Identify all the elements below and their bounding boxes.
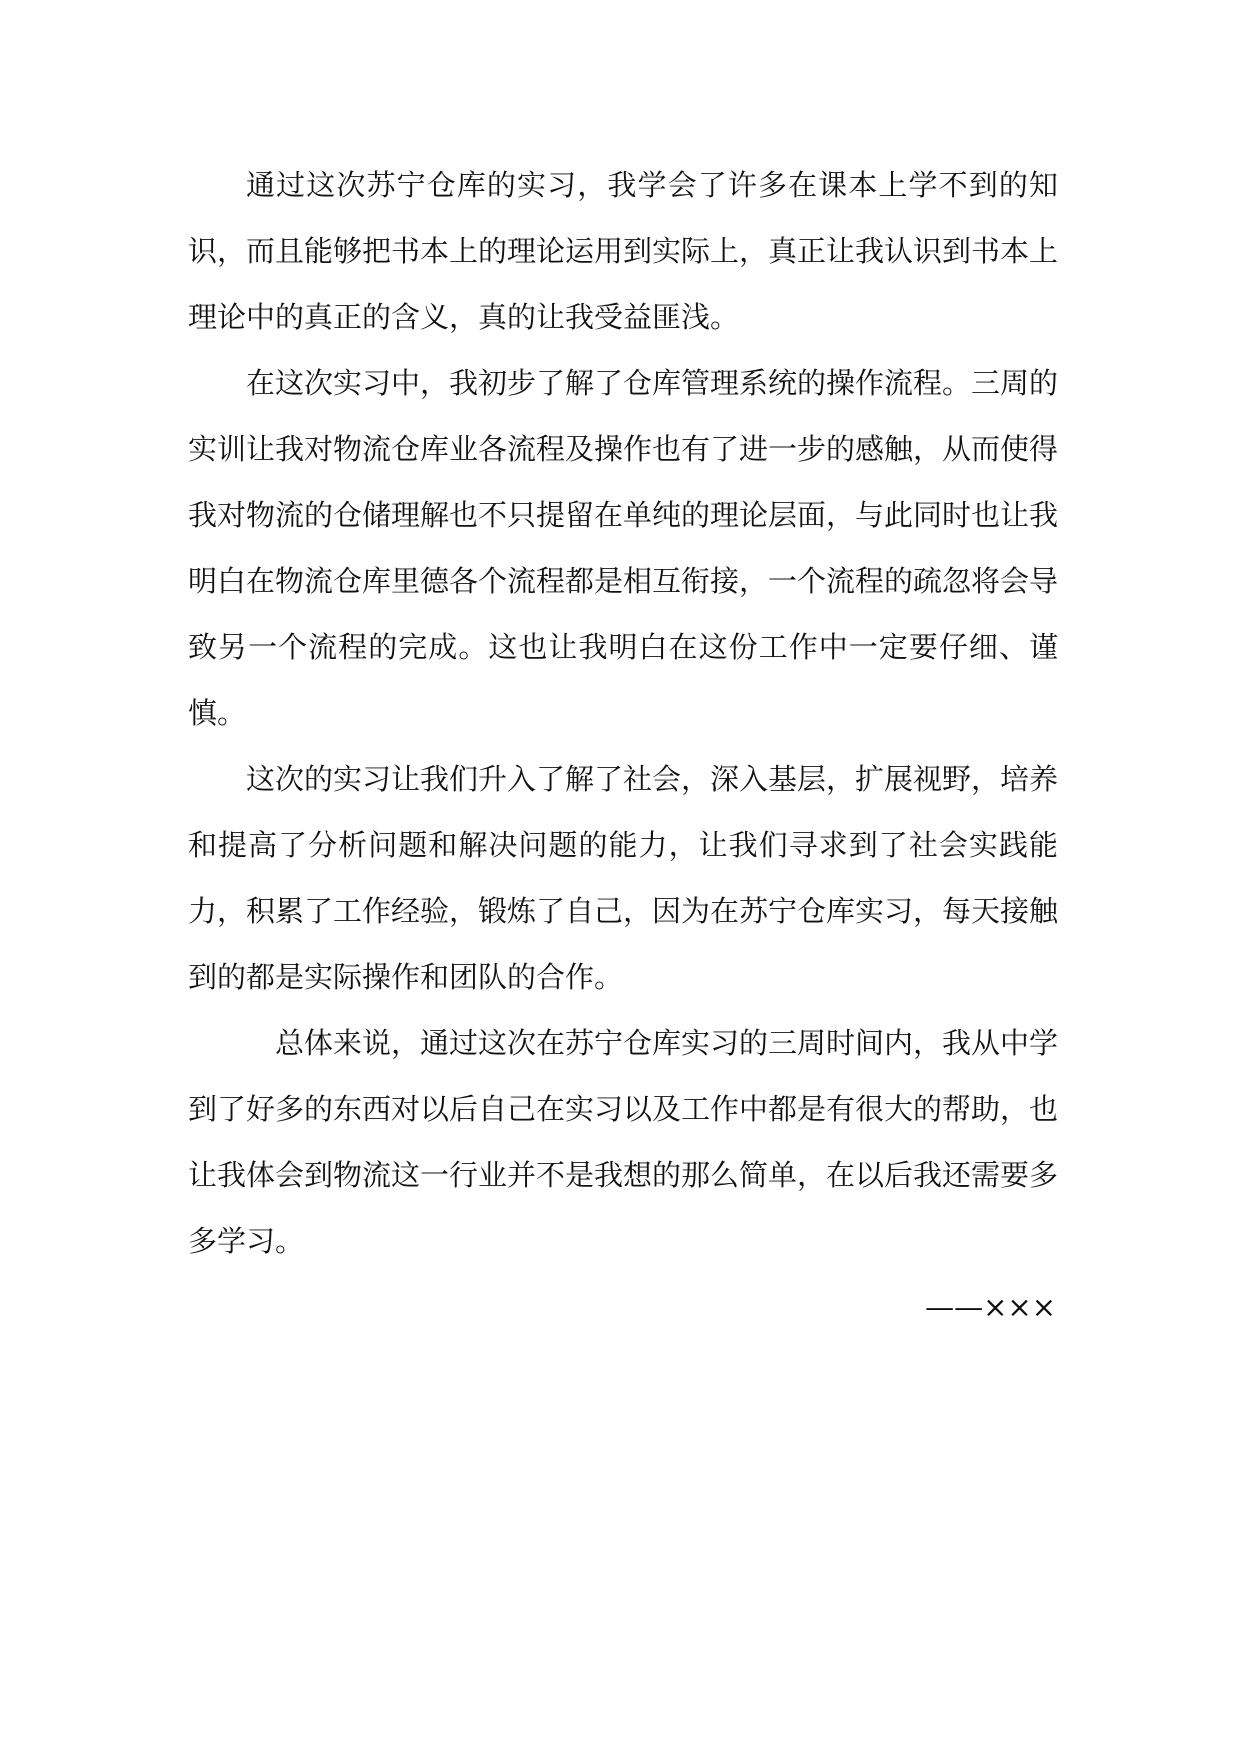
- signature: ——×××: [925, 1290, 1056, 1324]
- paragraph-1: 通过这次苏宁仓库的实习，我学会了许多在课本上学不到的知识，而且能够把书本上的理论运用到实际上，真正让我认识到书本上理论中的真正的含义，真的让我受益匪浅。: [188, 168, 1059, 334]
- paragraph-3: 这次的实习让我们升入了解了社会，深入基层，扩展视野，培养和提高了分析问题和解决问题的能力，让我们寻求到了社会实践能力，积累了工作经验，锻炼了自己，因为在苏宁仓库实习，每天接触到的都是实际操作和团队的合作。: [188, 762, 1059, 994]
- paragraph-4: 总体来说，通过这次在苏宁仓库实习的三周时间内，我从中学到了好多的东西对以后自己在实习以及工作中都是有很大的帮助，也让我体会到物流这一行业并不是我想的那么简单，在以后我还需要多多学习。: [188, 1026, 1059, 1258]
- document-body: [188, 152, 1058, 1340]
- paragraph-2: 在这次实习中，我初步了解了仓库管理系统的操作流程。三周的实训让我对物流仓库业各流程及操作也有了进一步的感触，从而使得我对物流的仓储理解也不只提留在单纯的理论层面，与此同时也让我明白在物流仓库里德各个流程都是相互衔接，一个流程的疏忽将会导致另一个流程的完成。这也让我明白在这份工作中一定要仔细、谨慎。: [188, 366, 1059, 730]
